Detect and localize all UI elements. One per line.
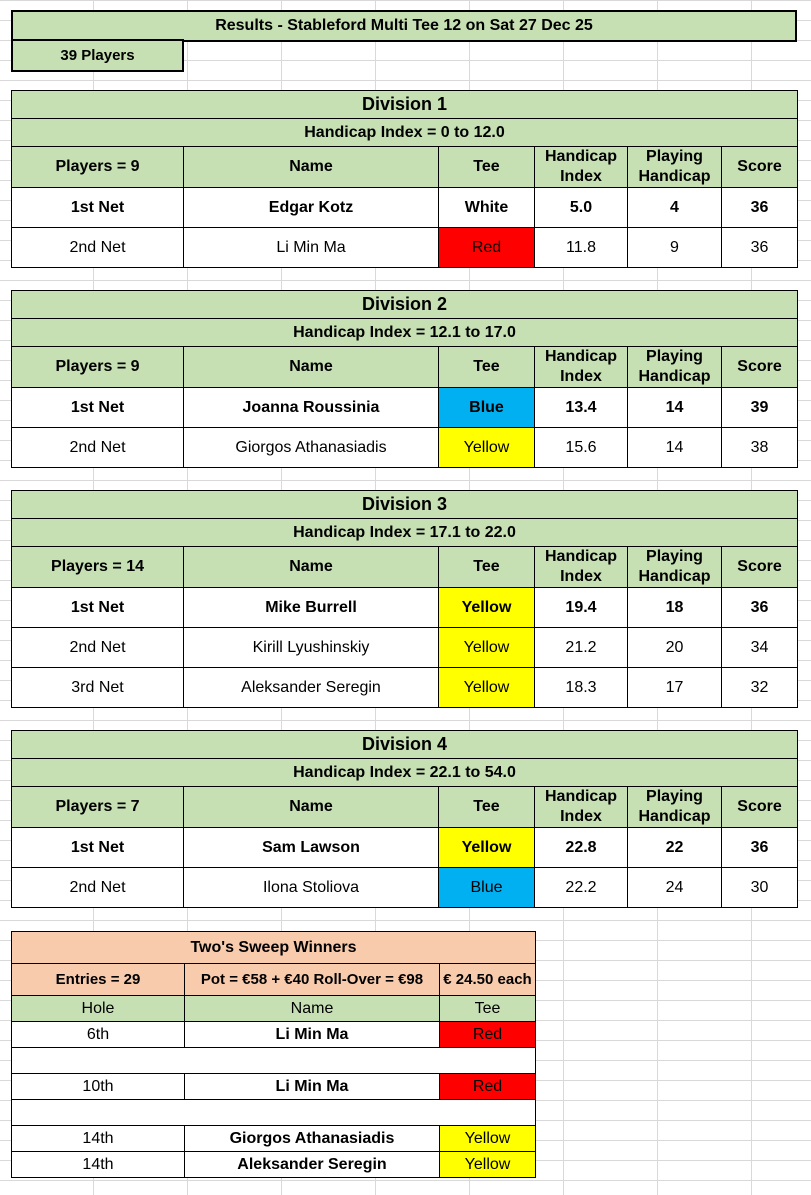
- place: 3rd Net: [12, 668, 184, 708]
- table-row: [12, 388, 798, 428]
- division-range: Handicap Index = 17.1 to 22.0: [12, 519, 798, 547]
- handicap-index: 13.4: [535, 388, 628, 428]
- score: 38: [722, 428, 798, 468]
- playing-handicap: 14: [628, 388, 722, 428]
- sweep-pot: Pot = €58 + €40 Roll-Over = €98: [185, 964, 440, 996]
- list-item: [12, 1126, 536, 1152]
- list-item: [12, 1152, 536, 1178]
- playing-handicap-header: Playing Handicap: [628, 347, 722, 388]
- division-range: Handicap Index = 12.1 to 17.0: [12, 319, 798, 347]
- division-title: Division 2: [12, 291, 798, 319]
- division-range: Handicap Index = 0 to 12.0: [12, 119, 798, 147]
- name-header: Name: [184, 147, 439, 188]
- table-row: [12, 188, 798, 228]
- division-4: [11, 730, 798, 908]
- handicap-index: 19.4: [535, 588, 628, 628]
- playing-handicap: 24: [628, 868, 722, 908]
- player-name: Sam Lawson: [184, 828, 439, 868]
- playing-handicap-header: Playing Handicap: [628, 547, 722, 588]
- table-row: [12, 868, 798, 908]
- playing-handicap: 17: [628, 668, 722, 708]
- hole-header: Hole: [12, 996, 185, 1022]
- score-header: Score: [722, 547, 798, 588]
- player-name: Joanna Roussinia: [184, 388, 439, 428]
- table-row: [12, 588, 798, 628]
- hole: 14th: [12, 1152, 185, 1178]
- tee-cell: Yellow: [440, 1152, 536, 1178]
- table-row: [12, 228, 798, 268]
- score: 30: [722, 868, 798, 908]
- handicap-index: 11.8: [535, 228, 628, 268]
- place: 1st Net: [12, 828, 184, 868]
- table-row: [12, 628, 798, 668]
- handicap-index-header: Handicap Index: [535, 787, 628, 828]
- playing-handicap-header: Playing Handicap: [628, 147, 722, 188]
- player-name: Mike Burrell: [184, 588, 439, 628]
- score: 32: [722, 668, 798, 708]
- score: 36: [722, 228, 798, 268]
- name-header: Name: [184, 547, 439, 588]
- player-name: Kirill Lyushinskiy: [184, 628, 439, 668]
- winner-name: Li Min Ma: [185, 1074, 440, 1100]
- tee-cell: Yellow: [439, 428, 535, 468]
- player-name: Ilona Stoliova: [184, 868, 439, 908]
- handicap-index: 21.2: [535, 628, 628, 668]
- players-total: 39 Players: [12, 40, 183, 71]
- tee-cell: Blue: [439, 388, 535, 428]
- player-name: Giorgos Athanasiadis: [184, 428, 439, 468]
- hole: 14th: [12, 1126, 185, 1152]
- players-count: Players = 14: [12, 547, 184, 588]
- name-header: Name: [184, 787, 439, 828]
- place: 2nd Net: [12, 428, 184, 468]
- place: 2nd Net: [12, 868, 184, 908]
- spacer-row: [12, 1100, 536, 1126]
- playing-handicap: 14: [628, 428, 722, 468]
- place: 1st Net: [12, 188, 184, 228]
- player-name: Li Min Ma: [184, 228, 439, 268]
- tee-header: Tee: [439, 347, 535, 388]
- players-count: Players = 9: [12, 347, 184, 388]
- tee-cell: Yellow: [439, 668, 535, 708]
- sweep-each: € 24.50 each: [440, 964, 536, 996]
- score: 39: [722, 388, 798, 428]
- score: 36: [722, 188, 798, 228]
- playing-handicap: 9: [628, 228, 722, 268]
- name-header: Name: [184, 347, 439, 388]
- place: 2nd Net: [12, 628, 184, 668]
- score-header: Score: [722, 147, 798, 188]
- tee-header: Tee: [439, 547, 535, 588]
- score: 34: [722, 628, 798, 668]
- list-item: [12, 1022, 536, 1048]
- score-header: Score: [722, 347, 798, 388]
- table-row: [12, 828, 798, 868]
- handicap-index: 5.0: [535, 188, 628, 228]
- results-header: [11, 10, 797, 42]
- table-row: [12, 668, 798, 708]
- playing-handicap: 20: [628, 628, 722, 668]
- tee-cell: Red: [440, 1022, 536, 1048]
- division-range: Handicap Index = 22.1 to 54.0: [12, 759, 798, 787]
- tee-cell: Yellow: [440, 1126, 536, 1152]
- place: 1st Net: [12, 388, 184, 428]
- players-count: Players = 7: [12, 787, 184, 828]
- score-header: Score: [722, 787, 798, 828]
- handicap-index-header: Handicap Index: [535, 547, 628, 588]
- hole: 6th: [12, 1022, 185, 1048]
- place: 2nd Net: [12, 228, 184, 268]
- playing-handicap: 4: [628, 188, 722, 228]
- players-count: Players = 9: [12, 147, 184, 188]
- playing-handicap: 18: [628, 588, 722, 628]
- sweep-title: Two's Sweep Winners: [12, 932, 536, 964]
- sweep-entries: Entries = 29: [12, 964, 185, 996]
- tee-cell: Yellow: [439, 628, 535, 668]
- division-2: [11, 290, 798, 468]
- tee-cell: Yellow: [439, 828, 535, 868]
- tee-cell: White: [439, 188, 535, 228]
- players-total-block: [11, 39, 184, 72]
- handicap-index: 22.2: [535, 868, 628, 908]
- playing-handicap-header: Playing Handicap: [628, 787, 722, 828]
- tee-cell: Red: [439, 228, 535, 268]
- division-title: Division 4: [12, 731, 798, 759]
- playing-handicap: 22: [628, 828, 722, 868]
- tee-cell: Blue: [439, 868, 535, 908]
- spacer-row: [12, 1048, 536, 1074]
- division-3: [11, 490, 798, 708]
- player-name: Aleksander Seregin: [184, 668, 439, 708]
- handicap-index-header: Handicap Index: [535, 147, 628, 188]
- division-1: [11, 90, 798, 268]
- score: 36: [722, 828, 798, 868]
- score: 36: [722, 588, 798, 628]
- tee-header: Tee: [439, 787, 535, 828]
- results-title: Results - Stableford Multi Tee 12 on Sat 27 Dec 25: [12, 11, 796, 41]
- name-header: Name: [185, 996, 440, 1022]
- winner-name: Giorgos Athanasiadis: [185, 1126, 440, 1152]
- division-title: Division 3: [12, 491, 798, 519]
- tee-cell: Yellow: [439, 588, 535, 628]
- winner-name: Aleksander Seregin: [185, 1152, 440, 1178]
- list-item: [12, 1074, 536, 1100]
- winner-name: Li Min Ma: [185, 1022, 440, 1048]
- player-name: Edgar Kotz: [184, 188, 439, 228]
- handicap-index: 22.8: [535, 828, 628, 868]
- handicap-index: 15.6: [535, 428, 628, 468]
- tee-header: Tee: [440, 996, 536, 1022]
- place: 1st Net: [12, 588, 184, 628]
- hole: 10th: [12, 1074, 185, 1100]
- handicap-index: 18.3: [535, 668, 628, 708]
- tee-header: Tee: [439, 147, 535, 188]
- tee-cell: Red: [440, 1074, 536, 1100]
- handicap-index-header: Handicap Index: [535, 347, 628, 388]
- division-title: Division 1: [12, 91, 798, 119]
- twos-sweep: [11, 931, 536, 1178]
- table-row: [12, 428, 798, 468]
